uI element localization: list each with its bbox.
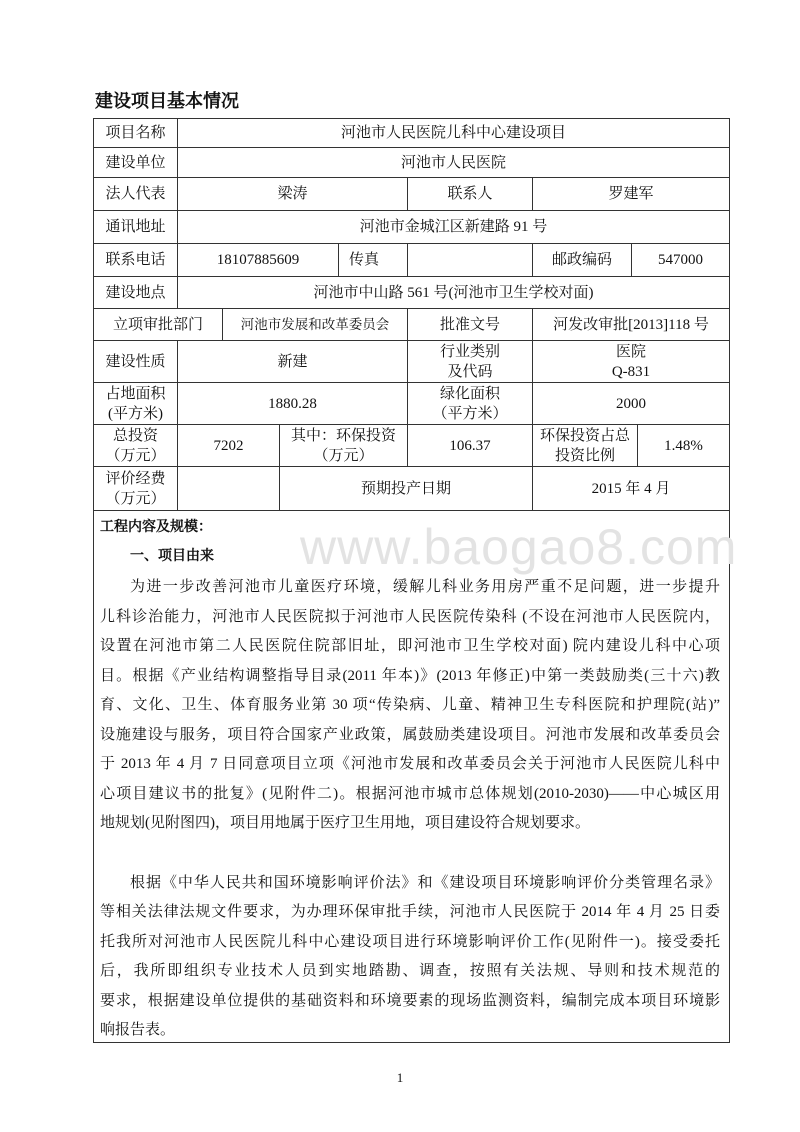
value-contact: 罗建军 — [532, 177, 730, 211]
value-approval-no: 河发改审批[2013]118 号 — [532, 308, 730, 341]
paragraph-line: 等相关法律法规文件要求，为办理环保审批手续，河池市人民医院于 2014 年 4 月 25 日委 — [100, 904, 720, 920]
label-legal-rep: 法人代表 — [93, 177, 178, 211]
label-fax: 传真 — [338, 243, 408, 277]
label-production-date: 预期投产日期 — [279, 466, 533, 511]
label-approval-dept: 立项审批部门 — [93, 308, 223, 341]
paragraph-line: 心项目建议书的批复》(见附件二)。根据河池市城市总体规划(2010-2030)——中心城区用 — [100, 786, 720, 802]
value-legal-rep: 梁涛 — [177, 177, 408, 211]
value-industry: 医院 Q-831 — [532, 340, 730, 383]
watermark: www.baogao8.com — [300, 519, 738, 575]
paragraph-line: 目。根据《产业结构调整指导目录(2011 年本)》(2013 年修正)中第一类鼓励类(三十六)教 — [100, 668, 720, 684]
value-phone: 18107885609 — [177, 243, 339, 277]
label-contact: 联系人 — [407, 177, 533, 211]
label-nature: 建设性质 — [93, 340, 178, 383]
page-number: 1 — [396, 1070, 404, 1085]
paragraph-line: 设置在河池市第二人民医院住院部旧址，即河池市卫生学校对面) 院内建设儿科中心项 — [100, 638, 720, 654]
subsection-title: 一、项目由来 — [130, 548, 214, 564]
paragraph-line: 于 2013 年 4 月 7 日同意项目立项《河池市发展和改革委员会关于河池市人民医院儿科中 — [100, 756, 720, 772]
paragraph-line: 根据《中华人民共和国环境影响评价法》和《建设项目环境影响评价分类管理名录》 — [130, 875, 720, 891]
paragraph-line: 儿科诊治能力，河池市人民医院拟于河池市人民医院传染科 (不设在河池市人民医院内， — [100, 609, 720, 625]
value-total-investment: 7202 — [177, 424, 280, 467]
value-postcode: 547000 — [631, 243, 730, 277]
value-site: 河池市中山路 561 号(河池市卫生学校对面) — [177, 276, 730, 309]
paragraph-line: 为进一步改善河池市儿童医疗环境，缓解儿科业务用房严重不足问题，进一步提升 — [130, 579, 720, 595]
paragraph-line: 托我所对河池市人民医院儿科中心建设项目进行环境影响评价工作(见附件一)。接受委托 — [100, 934, 720, 950]
label-project-name: 项目名称 — [93, 118, 178, 148]
label-eval-fee: 评价经费 （万元） — [93, 466, 178, 511]
label-env-ratio: 环保投资占总 投资比例 — [532, 424, 638, 467]
value-production-date: 2015 年 4 月 — [532, 466, 730, 511]
value-approval-dept: 河池市发展和改革委员会 — [222, 308, 408, 341]
value-green-area: 2000 — [532, 382, 730, 425]
value-eval-fee — [177, 466, 280, 511]
value-fax — [407, 243, 533, 277]
label-address: 通讯地址 — [93, 210, 178, 244]
label-builder: 建设单位 — [93, 147, 178, 178]
label-total-investment: 总投资 （万元） — [93, 424, 178, 467]
page-title: 建设项目基本情况 — [95, 91, 239, 112]
value-area: 1880.28 — [177, 382, 408, 425]
value-address: 河池市金城江区新建路 91 号 — [177, 210, 730, 244]
label-phone: 联系电话 — [93, 243, 178, 277]
value-project-name: 河池市人民医院儿科中心建设项目 — [177, 118, 730, 148]
paragraph-line: 响报告表。 — [100, 1022, 176, 1038]
paragraph-line: 地规划(见附图四)，项目用地属于医疗卫生用地，项目建设符合规划要求。 — [100, 815, 590, 831]
label-green-area: 绿化面积 （平方米） — [407, 382, 533, 425]
label-site: 建设地点 — [93, 276, 178, 309]
value-nature: 新建 — [177, 340, 408, 383]
section-title: 工程内容及规模： — [100, 519, 212, 535]
label-area: 占地面积 (平方米) — [93, 382, 178, 425]
label-postcode: 邮政编码 — [532, 243, 632, 277]
value-builder: 河池市人民医院 — [177, 147, 730, 178]
value-env-investment: 106.37 — [407, 424, 533, 467]
value-env-ratio: 1.48% — [637, 424, 730, 467]
paragraph-line: 育、文化、卫生、体育服务业第 30 项“传染病、儿童、精神卫生专科医院和护理院(站)” — [100, 697, 720, 713]
paragraph-line: 要求，根据建设单位提供的基础资料和环境要素的现场监测资料，编制完成本项目环境影 — [100, 993, 720, 1009]
label-industry: 行业类别 及代码 — [407, 340, 533, 383]
label-env-investment: 其中：环保投资 （万元） — [279, 424, 408, 467]
label-approval-no: 批准文号 — [407, 308, 533, 341]
paragraph-line: 后，我所即组织专业技术人员到实地踏勘、调查，按照有关法规、导则和技术规范的 — [100, 963, 720, 979]
paragraph-line: 设施建设与服务，项目符合国家产业政策，属鼓励类建设项目。河池市发展和改革委员会 — [100, 727, 720, 743]
